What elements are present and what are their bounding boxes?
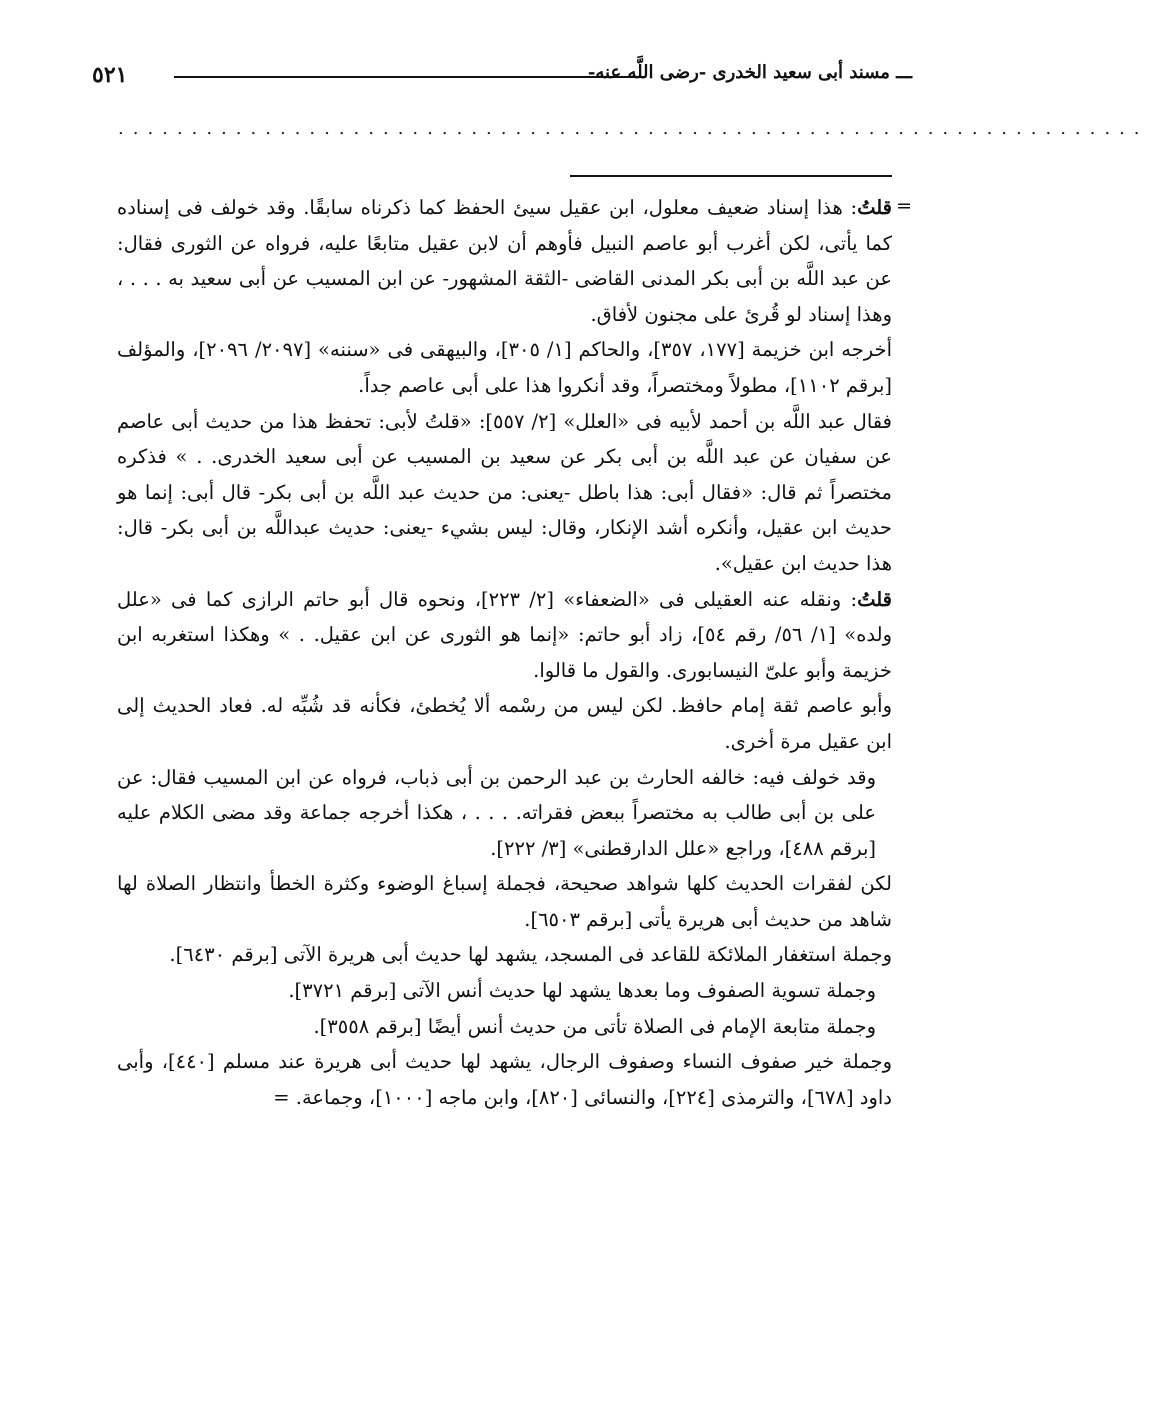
header-rule xyxy=(174,76,642,78)
paragraph-text: وقد خولف فيه: خالفه الحارث بن عبد الرحمن بن أبى ذباب، فرواه عن ابن المسيب فقال: عن على بن أبى طالب به مختصراً ببعض فقراته. . . . ، هكذا أخرجه جماعة وقد مضى الكلام عليه [برقم ٤٨٨]، وراجع «علل الدارقطنى» [٣/ ٢٢٢]. xyxy=(117,765,876,860)
footnote-paragraph xyxy=(117,190,892,332)
dotted-separator: ...................................................................... xyxy=(118,118,1149,139)
paragraph-text: فقال عبد اللَّه بن أحمد لأبيه فى «العلل» [٢/ ٥٥٧]: «قلتُ لأبى: تحفظ هذا من حديث أبى عاصم عن سفيان عن عبد اللَّه بن أبى بكر عن سعيد بن المسيب عن أبى سعيد الخدرى. . » فذكره مختصراً ثم قال: «فقال أبى: هذا باطل -يعنى: من حديث عبد اللَّه بن أبى بكر- قال أبى: إنما هو حديث ابن عقيل، وأنكره أشد الإنكار، وقال: ليس بشيء -يعنى: حديث عبداللَّه بن أبى بكر- قال: هذا حديث ابن عقيل». xyxy=(117,409,892,575)
running-title: ـــ مسند أبى سعيد الخدرى -رضى اللَّه عنه- xyxy=(587,62,912,83)
footnote-paragraph xyxy=(117,760,892,867)
footnote-body xyxy=(117,190,892,1115)
page-number: ٥٢١ xyxy=(92,62,128,88)
paragraph-text: : هذا إسناد ضعيف معلول، ابن عقيل سيئ الحفظ كما ذكرناه سابقًا. وقد خولف فى إسناده كما يأتى، لكن أغرب أبو عاصم النبيل فأوهم أن لابن عقيل متابعًا عليه، فرواه عن الثورى فقال: عن عبد اللَّه بن أبى بكر المدنى القاضى -الثقة المشهور- عن ابن المسيب عن أبى سعيد به . . . ، وهذا إسناد لو قُرئ على مجنون لأفاق. xyxy=(117,196,892,326)
paragraph-text: : ونقله عنه العقيلى فى «الضعفاء» [٢/ ٢٢٣]، ونحوه قال أبو حاتم الرازى كما فى «علل ولده» [١/ ٥٦/ رقم ٥٤]، زاد أبو حاتم: «إنما هو الثورى عن ابن عقيل. . » وهكذا استغربه ابن خزيمة وأبو علىّ النيسابورى. والقول ما قالوا. xyxy=(117,587,892,682)
footnote-paragraph xyxy=(117,866,892,937)
page-header xyxy=(92,60,912,94)
paragraph-text: وجملة متابعة الإمام فى الصلاة تأتى من حديث أنس أيضًا [برقم ٣٥٥٨]. xyxy=(313,1014,876,1038)
paragraph-text: وجملة تسوية الصفوف وما بعدها يشهد لها حديث أنس الآتى [برقم ٣٧٢١]. xyxy=(288,979,876,1003)
footnote-paragraph xyxy=(117,404,892,582)
paragraph-lead: قلتُ xyxy=(857,196,892,219)
footnote-paragraph xyxy=(117,1044,892,1115)
paragraph-text: وأبو عاصم ثقة إمام حافظ. لكن ليس من رسْمه ألا يُخطئ، فكأنه قد شُبِّه له. فعاد الحديث إلى ابن عقيل مرة أخرى. xyxy=(117,694,892,753)
paragraph-text: وجملة خير صفوف النساء وصفوف الرجال، يشهد لها حديث أبى هريرة عند مسلم [٤٤٠]، وأبى داود [٦٧٨]، والترمذى [٢٢٤]، والنسائى [٨٢٠]، وابن ماجه [١٠٠٠]، وجماعة. = xyxy=(117,1050,892,1109)
footnote-paragraph xyxy=(117,1009,892,1045)
footnote-paragraph xyxy=(117,973,892,1009)
footnote-paragraph xyxy=(117,688,892,759)
continuation-mark: = xyxy=(896,195,912,217)
footnote-paragraph xyxy=(117,937,892,973)
paragraph-lead: قلتُ xyxy=(857,587,892,611)
paragraph-text: وجملة استغفار الملائكة للقاعد فى المسجد، يشهد لها حديث أبى هريرة الآتى [برقم ٦٤٣٠]. xyxy=(169,943,892,967)
paragraph-text: لكن لفقرات الحديث كلها شواهد صحيحة، فجملة إسباغ الوضوء وكثرة الخطأ وانتظار الصلاة لها شاهد من حديث أبى هريرة يأتى [برقم ٦٥٠٣]. xyxy=(117,872,892,931)
footnote-rule xyxy=(570,175,892,177)
footnote-paragraph xyxy=(117,582,892,689)
paragraph-text: أخرجه ابن خزيمة [١٧٧، ٣٥٧]، والحاكم [١/ ٣٠٥]، والبيهقى فى «سننه» [٢٠٩٧/ ٢٠٩٦]، والمؤلف [برقم ١١٠٢]، مطولاً ومختصراً، وقد أنكروا هذا على أبى عاصم جداً. xyxy=(117,338,892,397)
footnote-paragraph xyxy=(117,332,892,403)
